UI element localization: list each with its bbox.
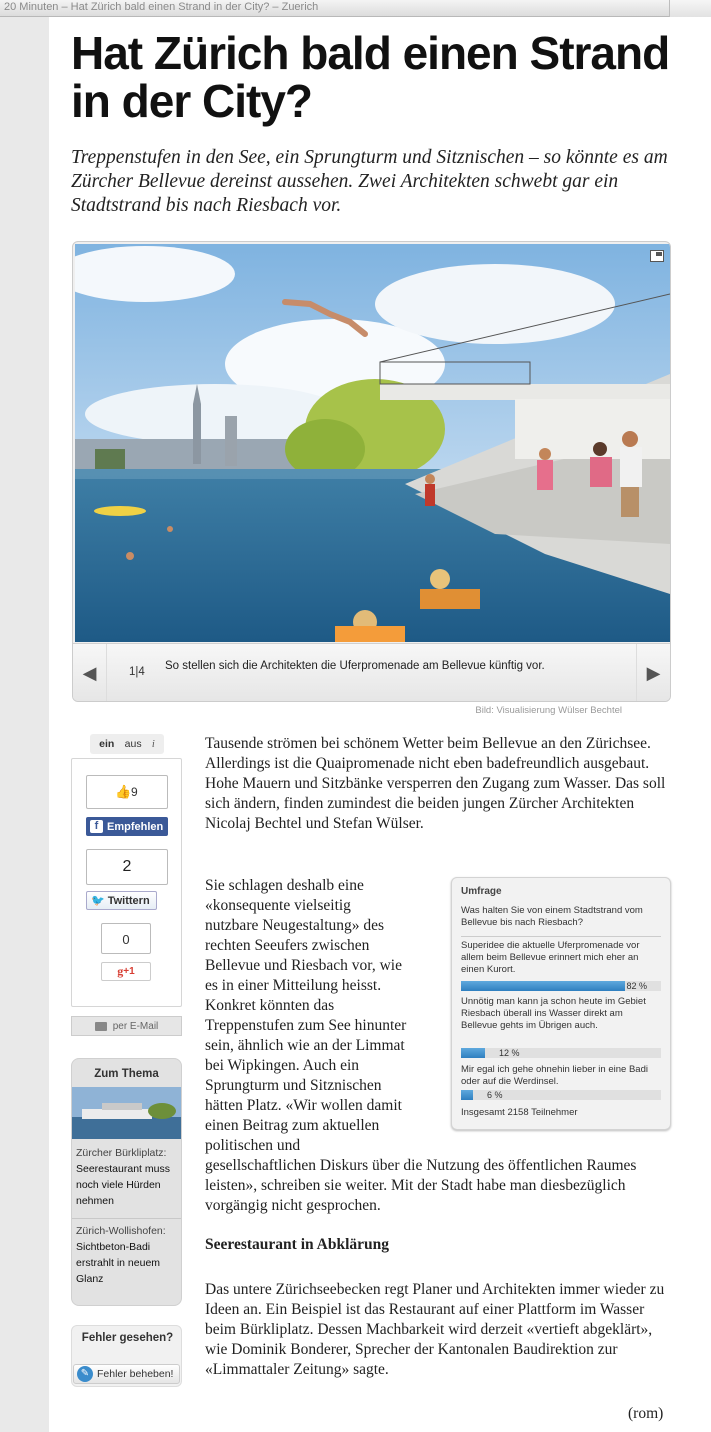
like-count: 9 bbox=[131, 785, 138, 799]
scrollbar-corner[interactable] bbox=[669, 0, 711, 17]
paragraph-line: «konsequente vielseitig bbox=[205, 897, 351, 914]
facebook-like-count bbox=[86, 775, 168, 809]
poll-total: Insgesamt 2158 Teilnehmer bbox=[461, 1107, 578, 1118]
related-kicker: Zürich-Wollishofen: bbox=[76, 1225, 166, 1237]
related-item[interactable] bbox=[76, 1145, 180, 1209]
poll-box bbox=[451, 877, 671, 1130]
divider bbox=[461, 936, 661, 937]
poll-option-bar[interactable] bbox=[461, 1048, 661, 1058]
divider bbox=[72, 1218, 182, 1219]
paragraph-2-rest: gesellschaftlichen Diskurs über die Nutzung des öffentlichen Raumes leisten», schreiben sie weiter. Mit der Stadt habe man diesbezüglich vorgängig nicht gesprochen. bbox=[205, 1157, 637, 1214]
gallery-caption: So stellen sich die Architekten die Uferpromenade am Bellevue künftig vor. bbox=[165, 660, 545, 672]
thumbs-up-icon: 👍 bbox=[115, 784, 132, 799]
paragraph-line: bei Wipkingen. Auch ein bbox=[205, 1057, 360, 1074]
gplus-label: +1 bbox=[123, 966, 135, 977]
related-title: Zum Thema bbox=[94, 1068, 159, 1080]
gplus-count-box bbox=[101, 923, 151, 954]
paragraph-line: sein, ähnlich wie an der Limmat bbox=[205, 1037, 405, 1054]
paragraph-line: hätten Platz. «Wir wollen damit bbox=[205, 1097, 402, 1114]
subheading: Seerestaurant in Abklärung bbox=[205, 1236, 390, 1253]
paragraph-2-wrap bbox=[205, 876, 445, 1156]
paragraph-line: Konkret könnten das bbox=[205, 997, 335, 1014]
email-label: per E-Mail bbox=[112, 1020, 159, 1032]
poll-bar-fill bbox=[461, 981, 625, 991]
poll-title: Umfrage bbox=[461, 886, 502, 897]
poll-bar-fill bbox=[461, 1090, 473, 1100]
arrow-right-icon[interactable]: ▶ bbox=[636, 644, 670, 702]
facebook-label: Empfehlen bbox=[107, 820, 164, 833]
email-share-button[interactable] bbox=[71, 1016, 182, 1036]
related-link-line[interactable]: Seerestaurant muss bbox=[76, 1163, 170, 1175]
gplus-button[interactable] bbox=[101, 962, 151, 981]
article-headline: Hat Zürich bald einen Strand in der City? bbox=[71, 27, 670, 127]
left-gutter bbox=[0, 17, 49, 1432]
twitter-bird-icon: 🐦 bbox=[91, 895, 105, 907]
paragraph-line: es in einer Mitteilung heisst. bbox=[205, 977, 382, 994]
error-question: Fehler gesehen? bbox=[81, 1332, 174, 1344]
paragraph-line: Treppenstufen zum See hinunter bbox=[205, 1017, 407, 1034]
gplus-count: 0 bbox=[122, 932, 130, 947]
facebook-recommend-button[interactable] bbox=[86, 817, 168, 836]
envelope-icon bbox=[95, 1022, 107, 1031]
pencil-icon: ✎ bbox=[77, 1366, 93, 1382]
related-kicker: Zürcher Bürkliplatz: bbox=[76, 1147, 167, 1159]
toggle-on-label[interactable]: ein bbox=[99, 738, 115, 750]
related-link-line[interactable]: Sichtbeton-Badi bbox=[76, 1241, 151, 1253]
gallery-caption-bar bbox=[73, 643, 670, 701]
report-error-button[interactable] bbox=[73, 1364, 180, 1384]
gplus-icon: g bbox=[117, 964, 124, 978]
paragraph-line: einen Beitrag zum aktuellen bbox=[205, 1117, 380, 1134]
poll-option-label[interactable]: Mir egal ich gehe ohnehin lieber in eine Badi oder auf die Werdinsel. bbox=[461, 1064, 648, 1087]
article-lead: Treppenstufen in den See, ein Sprungturm und Sitznischen – so könnte es am Zürcher Bellevue dereinst aussehen. Zwei Architekten schwebt gar ein Stadtstrand bis nach Riesbach vor. bbox=[71, 147, 668, 216]
poll-question: Was halten Sie von einem Stadtstrand vom Bellevue bis nach Riesbach? bbox=[461, 905, 643, 928]
poll-option-label[interactable]: Unnötig man kann ja schon heute im Gebiet Riesbach überall ins Wasser direkt am Bellevue gehts im Übrigen auch. bbox=[461, 996, 646, 1031]
poll-percent: 82 % bbox=[626, 981, 647, 991]
twitter-button[interactable] bbox=[86, 891, 157, 910]
related-link-line[interactable]: nehmen bbox=[76, 1195, 114, 1207]
related-link-line[interactable]: erstrahlt in neuem bbox=[76, 1257, 161, 1269]
window-title: 20 Minuten – Hat Zürich bald einen Strand in der City? – Zuerich bbox=[4, 1, 319, 13]
report-error-label: Fehler beheben! bbox=[97, 1368, 174, 1380]
author-tag: (rom) bbox=[628, 1405, 664, 1422]
related-link-line[interactable]: noch viele Hürden bbox=[76, 1179, 161, 1191]
poll-percent: 6 % bbox=[487, 1090, 503, 1100]
paragraph-1: Tausende strömen bei schönem Wetter beim Bellevue an den Zürichsee. Allerdings ist die Quaipromenade nicht eben badefreundlich ausgebaut. Hohe Mauern und Sitzbänke versperren den Zugang zum Wasser. Das soll sich ändern, finden zumindest die beiden jungen Zürcher Architekten Nicolaj Bechtel und Stefan Wülser. bbox=[205, 735, 666, 832]
window-title-bar bbox=[0, 0, 711, 17]
image-gallery bbox=[72, 241, 671, 702]
fullscreen-icon[interactable] bbox=[650, 250, 664, 262]
poll-option-bar[interactable] bbox=[461, 981, 661, 991]
poll-bar-fill bbox=[461, 1048, 485, 1058]
poll-option-label[interactable]: Superidee die aktuelle Uferpromenade vor allem beim Bellevue erinnert mich eher an einen Kurort. bbox=[461, 940, 640, 975]
toggle-off-label[interactable]: aus bbox=[124, 738, 142, 750]
related-link-line[interactable]: Glanz bbox=[76, 1273, 104, 1285]
facebook-icon: f bbox=[90, 820, 103, 833]
social-toggle[interactable] bbox=[90, 734, 164, 754]
error-report-box bbox=[71, 1325, 182, 1387]
gallery-photo[interactable] bbox=[75, 244, 670, 642]
poll-option-bar[interactable] bbox=[461, 1090, 661, 1100]
tweet-count: 2 bbox=[122, 858, 132, 875]
related-articles-box bbox=[71, 1058, 182, 1306]
gallery-counter: 1|4 bbox=[129, 666, 145, 678]
arrow-left-icon[interactable]: ◀ bbox=[73, 644, 107, 702]
paragraph-line: Bellevue und Riesbach vor, wie bbox=[205, 957, 402, 974]
paragraph-line: rechten Seeufers zwischen bbox=[205, 937, 370, 954]
paragraph-3: Das untere Zürichseebecken regt Planer und Architekten immer wieder zu Ideen an. Ein Beispiel ist das Restaurant auf einer Plattform im Wasser beim Bürkliplatz. Dessen Machbarkeit wird derzeit «vertieft abgeklärt», wie Dominik Bonderer, Sprecher der Kantonalen Baudirektion zur «Limmattaler Zeitung» sagte. bbox=[205, 1281, 665, 1378]
related-item[interactable] bbox=[76, 1223, 180, 1287]
tweet-count-box bbox=[86, 849, 168, 885]
image-credit: Bild: Visualisierung Wülser Bechtel bbox=[475, 705, 622, 716]
paragraph-line: Sie schlagen deshalb eine bbox=[205, 877, 364, 894]
paragraph-line: politischen und bbox=[205, 1137, 301, 1154]
info-icon[interactable]: i bbox=[151, 738, 155, 750]
poll-percent: 12 % bbox=[499, 1048, 520, 1058]
paragraph-line: nutzbare Neugestaltung» des bbox=[205, 917, 385, 934]
twitter-label: Twittern bbox=[107, 894, 150, 907]
paragraph-line: Sprungturm und Sitznischen bbox=[205, 1077, 382, 1094]
related-thumbnail[interactable] bbox=[72, 1087, 182, 1139]
